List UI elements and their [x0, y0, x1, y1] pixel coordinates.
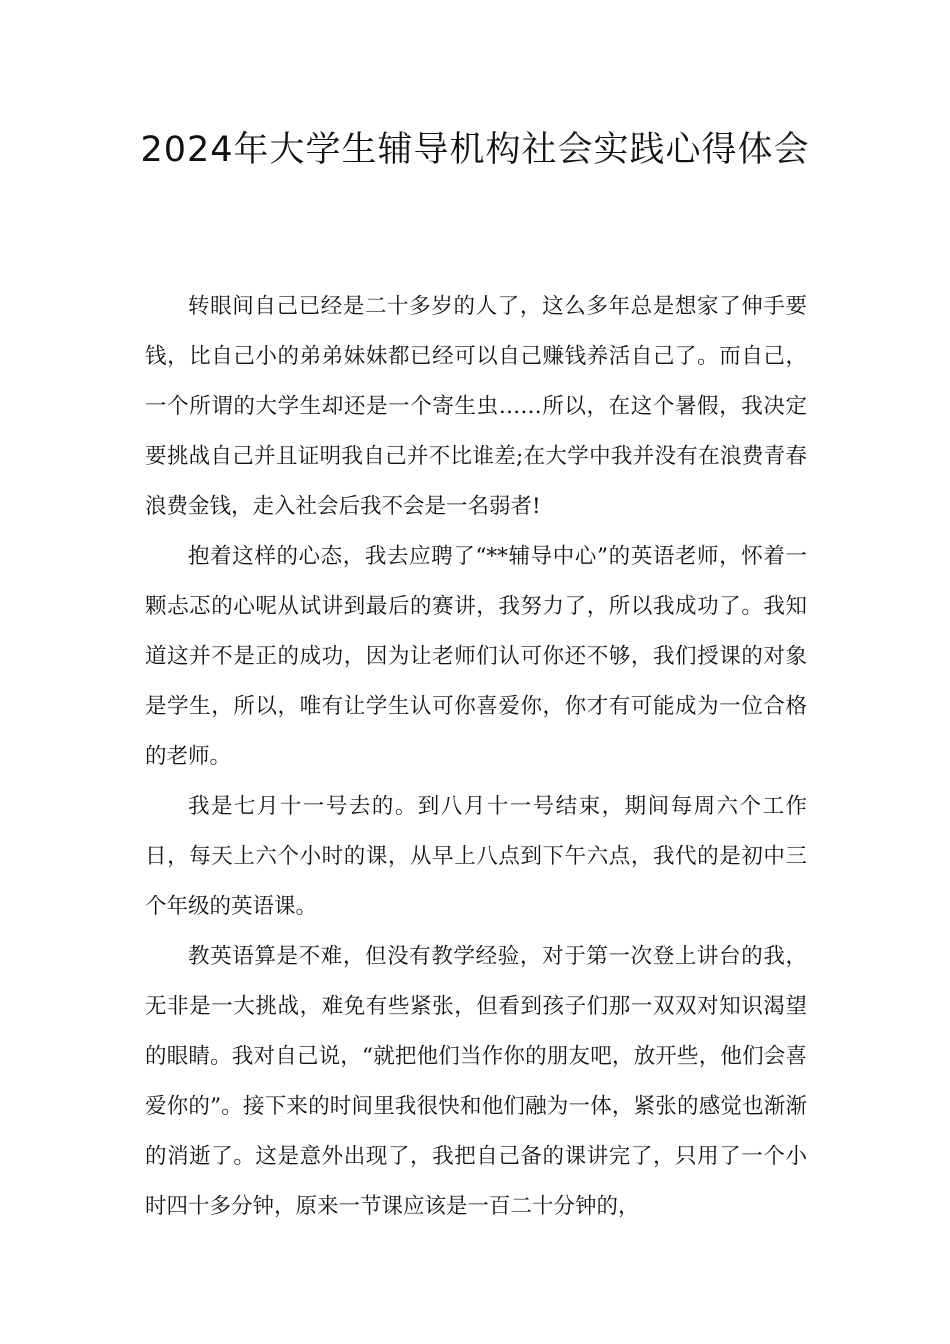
- document-body: [145, 282, 807, 1232]
- paragraph-4: 教英语算是不难，但没有教学经验，对于第一次登上讲台的我，无非是一大挑战，难免有些紧张，但看到孩子们那一双双对知识渴望的眼睛。我对自己说，“就把他们当作你的朋友吧，放开些，他们会喜爱你的”。接下来的时间里我很快和他们融为一体，紧张的感觉也渐渐的消逝了。这是意外出现了，我把自己备的课讲完了，只用了一个小时四十多分钟，原来一节课应该是一百二十分钟的，: [145, 944, 807, 1219]
- paragraph-2: 抱着这样的心态，我去应聘了“**辅导中心”的英语老师，怀着一颗忐忑的心呢从试讲到最后的赛讲，我努力了，所以我成功了。我知道这并不是正的成功，因为让老师们认可你还不够，我们授课的对象是学生，所以，唯有让学生认可你喜爱你，你才有可能成为一位合格的老师。: [145, 544, 807, 769]
- paragraph-1: 转眼间自己已经是二十多岁的人了，这么多年总是想家了伸手要钱，比自己小的弟弟妹妹都已经可以自己赚钱养活自己了。而自己，一个所谓的大学生却还是一个寄生虫……所以，在这个暑假，我决定要挑战自己并且证明我自己并不比谁差;在大学中我并没有在浪费青春浪费金钱，走入社会后我不会是一名弱者!: [145, 294, 807, 519]
- document-title: 2024年大学生辅导机构社会实践心得体会: [140, 130, 810, 170]
- paragraph-3: 我是七月十一号去的。到八月十一号结束，期间每周六个工作日，每天上六个小时的课，从早上八点到下午六点，我代的是初中三个年级的英语课。: [145, 794, 807, 919]
